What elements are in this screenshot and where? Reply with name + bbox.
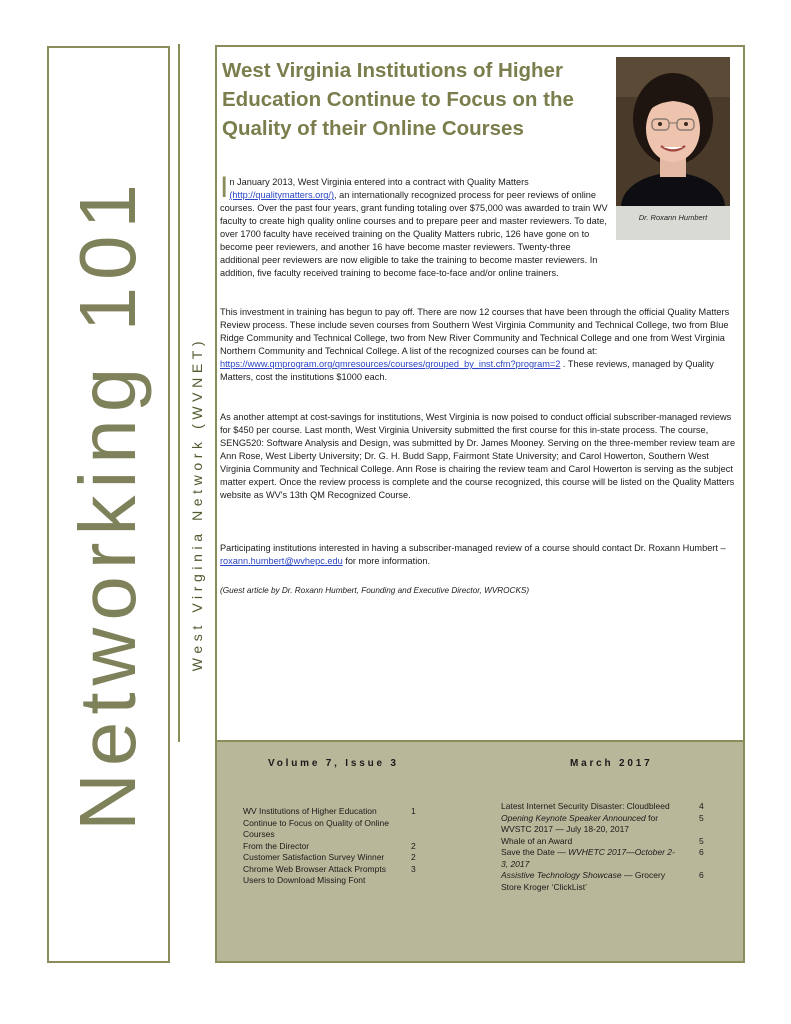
toc-item[interactable] xyxy=(501,870,711,893)
toc-title xyxy=(501,847,677,870)
toc-item[interactable] xyxy=(501,836,711,848)
article-paragraph-2 xyxy=(220,306,738,384)
article-paragraph-3: As another attempt at cost-savings for institutions, West Virginia is now poised to conduct official subscriber-managed reviews for $450 per course. Last month, West Virginia University submitted the first course for this in-state process. The course, SENG520: Software Analysis and Design, was submitted by Dr. James Mooney. Serving on the three-member review team are Ann Rose, West Liberty University; Dr. G. H. Budd Sapp, Fairmont State University; and Carol Howerton, Southern West Virginia Community and Technical College. Ann Rose is chairing the review team and Carol Howerton is serving as the subject matter expert. Once the review process is complete and the course recognized, this course will be listed on the Quality Matters website as WV's 13th QM Recognized Course. xyxy=(220,412,736,500)
toc-title: Customer Satisfaction Survey Winner xyxy=(243,852,385,862)
toc-page: 3 xyxy=(411,863,416,874)
drop-cap: I xyxy=(220,171,229,204)
toc-title: Chrome Web Browser Attack Prompts Users to Download Missing Font xyxy=(243,863,386,885)
paragraph-4-text-a: Participating institutions interested in having a subscriber-managed review of a course should contact Dr. Roxann Humbert – xyxy=(220,543,726,553)
paragraph-4-text-b: for more information. xyxy=(342,556,431,566)
qm-courses-link[interactable]: https://www.qmprogram.org/qmresources/courses/grouped_by_inst.cfm?program=2 xyxy=(220,359,561,369)
toc-page: 2 xyxy=(411,852,416,862)
toc-title-part: for WVSTC 2017 — July 18-20, 2017 xyxy=(501,812,659,834)
toc-title xyxy=(501,870,677,893)
toc-item[interactable] xyxy=(243,841,423,853)
toc-item[interactable] xyxy=(243,806,423,841)
toc-title-italic: Assistive Technology Showcase xyxy=(501,870,622,880)
masthead-title: Networking 101 xyxy=(63,177,152,831)
issue-date: March 2017 xyxy=(570,758,653,769)
toc-page: 2 xyxy=(411,840,416,851)
toc-title xyxy=(501,801,677,813)
contents-list-right xyxy=(501,801,711,893)
article-paragraph-1 xyxy=(220,171,738,280)
toc-title-part: Latest Internet Security Disaster: Cloudbleed xyxy=(501,801,670,811)
toc-title-italic: Opening Keynote Speaker Announced xyxy=(501,812,646,823)
toc-page: 4 xyxy=(699,801,704,811)
toc-page: 5 xyxy=(699,835,704,846)
toc-title-part: — Grocery Store Kroger ‘ClickList’ xyxy=(501,870,666,892)
paragraph-1-intro xyxy=(220,171,610,280)
issue-volume: Volume 7, Issue 3 xyxy=(268,758,399,769)
paragraph-1-text-b: , an internationally recognized process for peer reviews of online courses. Over the past four years, grant funding totaling over $75,000 was awarded to train WV faculty to create high quality online courses and to prepare peer and master reviewers. To date, over 1700 faculty have received training on the Quality Matters rubric, 126 have gone on to become peer reviewers, and another 16 have become master reviewers. Twenty-three additional peer reviewers are now eligible to take the training to become master reviewers. In addition, five faculty received training to become face-to-face and/or online trainers. xyxy=(220,190,608,278)
toc-item[interactable] xyxy=(501,847,711,870)
toc-title xyxy=(501,813,677,836)
paragraph-2-text-a: This investment in training has begun to pay off. There are now 12 courses that have been through the official Quality Matters Review process. These include seven courses from Southern West Virginia Community and Technical College, two from Blue Ridge Community and Technical College, two from New River Community and Technical College and one from West Virginia Northern Community and Technical College. A list of the recognized courses can be found at: xyxy=(220,307,730,356)
email-link[interactable]: roxann.humbert@wvhepc.edu xyxy=(220,556,343,566)
masthead-subtitle: West Virginia Network (WVNET) xyxy=(189,336,205,672)
toc-item[interactable] xyxy=(243,852,423,864)
toc-title: From the Director xyxy=(243,840,310,851)
paragraph-1-text-a: n January 2013, West Virginia entered into a contract with Quality Matters xyxy=(229,177,529,187)
toc-title: WV Institutions of Higher Education Continue to Focus on Quality of Online Courses xyxy=(243,806,389,839)
toc-title-part: Save the Date — xyxy=(501,847,569,857)
toc-title xyxy=(501,836,677,848)
article-headline: West Virginia Institutions of Higher Education Continue to Focus on the Quality of their Online Courses xyxy=(222,59,574,140)
contents-list-left xyxy=(243,806,423,887)
toc-title-italic: WVHETC 2017—October 2-3, 2017 xyxy=(501,847,675,869)
qualitymatters-link[interactable]: (http://qualitymatters.org/) xyxy=(229,190,335,200)
toc-page: 6 xyxy=(699,870,704,880)
toc-item[interactable] xyxy=(501,813,711,836)
article-credit: (Guest article by Dr. Roxann Humbert, Founding and Executive Director, WVROCKS) xyxy=(220,586,530,595)
paragraph-2-text-b: . These reviews, managed by Quality Matters, cost the institutions $1000 each. xyxy=(220,359,714,382)
toc-title-part: Whale of an Award xyxy=(501,835,573,846)
toc-page: 6 xyxy=(699,847,704,857)
photo-caption: Dr. Roxann Humbert xyxy=(638,213,708,222)
article-paragraph-4 xyxy=(220,542,738,568)
toc-page: 5 xyxy=(699,812,704,823)
toc-item[interactable] xyxy=(501,801,711,813)
masthead-divider xyxy=(178,44,180,742)
toc-item[interactable] xyxy=(243,864,423,887)
toc-page: 1 xyxy=(411,806,416,816)
